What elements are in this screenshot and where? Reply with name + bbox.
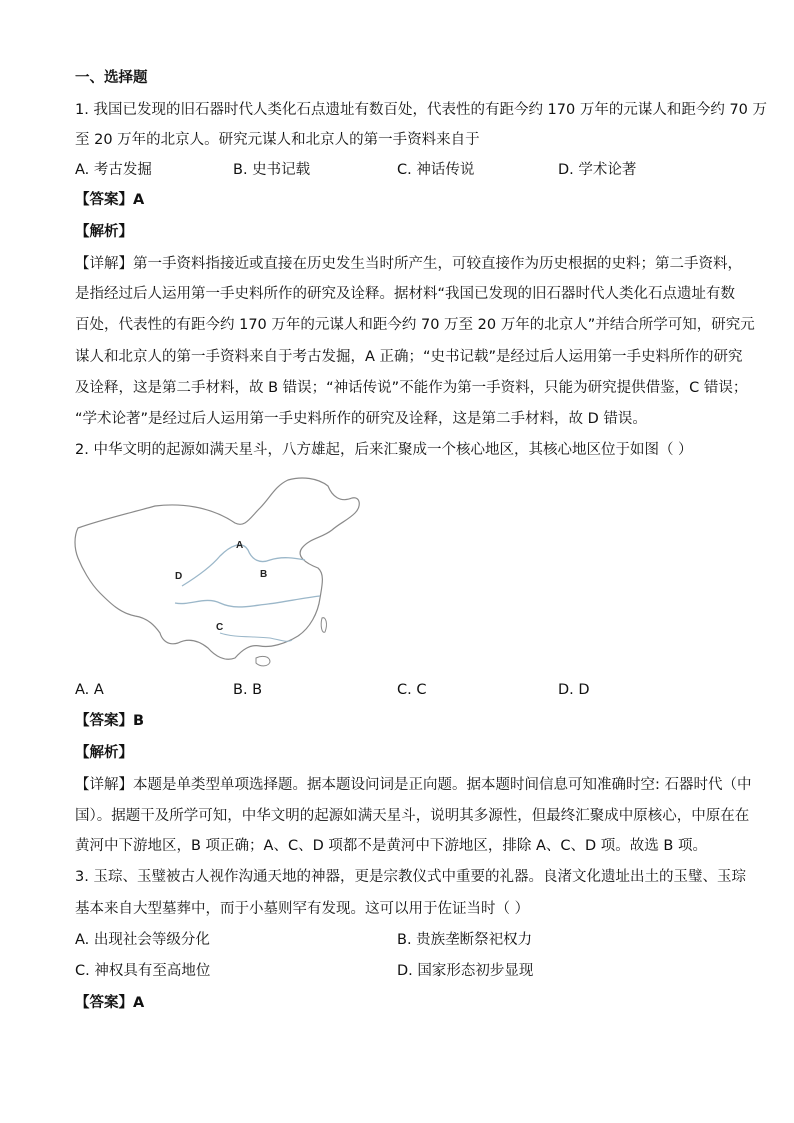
q1-detail-line: 是指经过后人运用第一手史料所作的研究及诠释。据材料“我国已发现的旧石器时代人类化石点遗址有数 [75,286,736,302]
q1-detail-line: 及诠释，这是第二手材料，故 B 错误；“神话传说”不能作为第一手资料，只能为研究提供借鉴，C 错误； [75,380,748,396]
q2-option-d: D. D [558,682,590,698]
map-label-d: D [175,571,183,582]
q1-stem-line1: 1. 我国已发现的旧石器时代人类化石点遗址有数百处，代表性的有距今约 170 万年的元谋人和距今约 70 万 [75,102,768,118]
q1-option-a: A. 考古发掘 [75,162,152,178]
q3-answer: 【答案】A [75,995,145,1011]
q2-detail-line: 国）。据题干及所学可知，中华文明的起源如满天星斗，说明其多源性，但最终汇聚成中原核心，中原在在 [75,808,750,824]
q1-option-d: D. 学术论著 [558,162,637,178]
q2-analysis-heading: 【解析】 [75,745,133,761]
q2-answer: 【答案】B [75,713,145,729]
map-label-b: B [260,569,268,580]
q1-detail-line: “学术论著”是经过后人运用第一手史料所作的研究及诠释，这是第二手材料，故 D 错误。 [75,411,647,427]
q1-detail-line: 【详解】第一手资料指接近或直接在历史发生当时所产生，可较直接作为历史根据的史料；第二手资料， [75,256,742,272]
q2-option-b: B. B [233,682,263,698]
q2-stem: 2. 中华文明的起源如满天星斗，八方雄起，后来汇聚成一个核心地区，其核心地区位于如图（ ） [75,442,693,458]
q2-detail-line: 【详解】本题是单类型单项选择题。据本题设问词是正向题。据本题时间信息可知准确时空: 石器时代（中 [75,777,752,793]
q3-stem-line2: 基本来自大型墓葬中，而于小墓则罕有发现。这可以用于佐证当时（ ） [75,901,530,917]
q1-detail-line: 百处，代表性的有距今约 170 万年的元谋人和距今约 70 万至 20 万年的北京人”并结合所学可知，研究元 [75,317,755,333]
q1-answer: 【答案】A [75,192,145,208]
q1-option-b: B. 史书记载 [233,162,311,178]
map-label-c: C [216,622,224,633]
section-title: 一、选择题 [75,70,148,86]
q2-option-c: C. C [397,682,427,698]
q1-option-c: C. 神话传说 [397,162,475,178]
q3-stem-line1: 3. 玉琮、玉璧被古人视作沟通天地的神器，更是宗教仪式中重要的礼器。良渚文化遗址出土的玉璧、玉琮 [75,869,746,885]
q1-stem-line2: 至 20 万年的北京人。研究元谋人和北京人的第一手资料来自于 [75,132,480,148]
q3-option-c: C. 神权具有至高地位 [75,963,211,979]
q3-option-d: D. 国家形态初步显现 [397,963,534,979]
q1-detail-line: 谋人和北京人的第一手资料来自于考古发掘，A 正确；“史书记载”是经过后人运用第一手史料所作的研究 [75,349,743,365]
q2-option-a: A. A [75,682,104,698]
q2-detail-line: 黄河中下游地区，B 项正确；A、C、D 项都不是黄河中下游地区，排除 A、C、D 项。故选 B 项。 [75,838,707,854]
yangtze-river [175,596,320,607]
taiwan-island [321,618,326,633]
pearl-river [220,633,292,641]
map-label-a: A [236,540,244,551]
yellow-river [182,545,305,586]
q3-option-b: B. 贵族垄断祭祀权力 [397,932,533,948]
q1-analysis-heading: 【解析】 [75,224,133,240]
q3-option-a: A. 出现社会等级分化 [75,932,210,948]
hainan-island [256,656,270,666]
china-map [70,468,370,673]
